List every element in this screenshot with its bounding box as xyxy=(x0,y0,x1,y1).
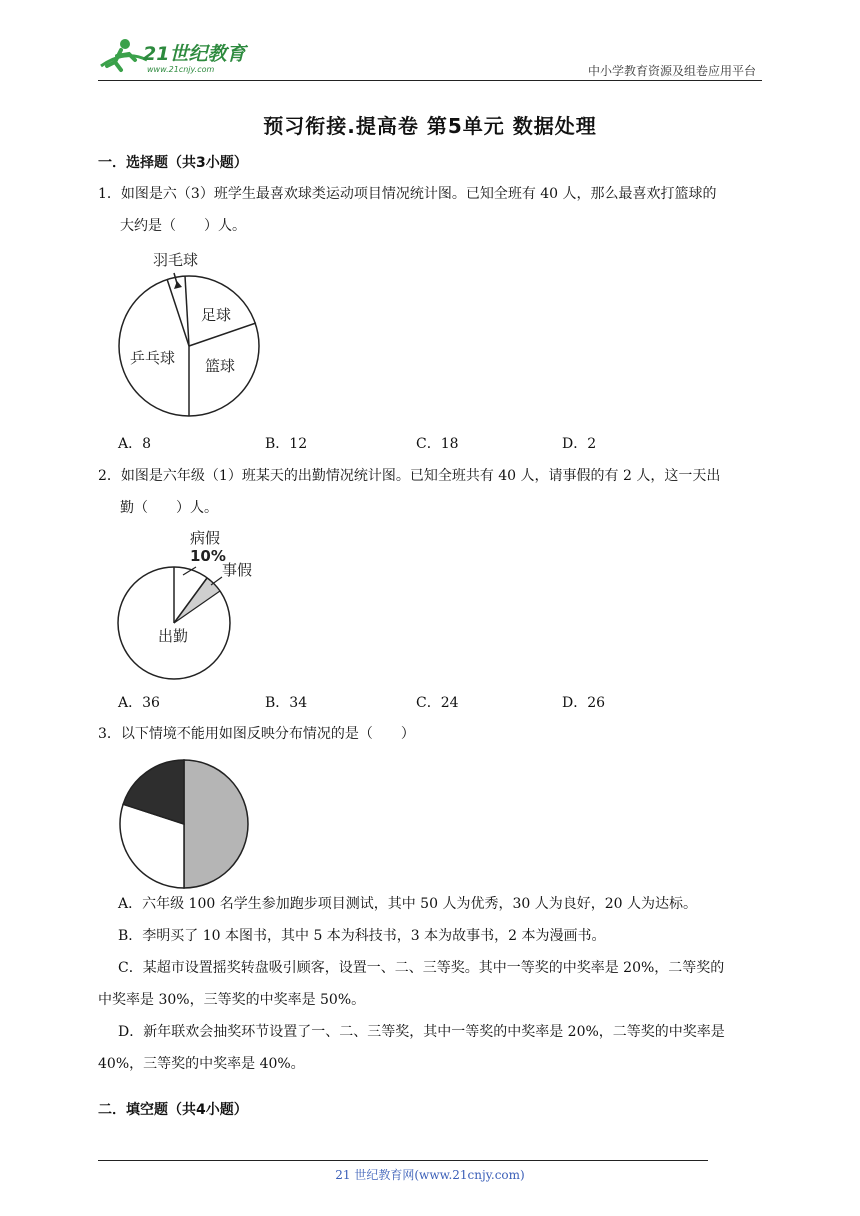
slice-label-attendance: 出勤 xyxy=(158,627,189,645)
site-logo xyxy=(95,36,260,78)
q2-option-b[interactable]: B．34 xyxy=(265,695,308,711)
slice-label-personal-leave: 事假 xyxy=(222,561,253,579)
logo-text: 21世纪教育 xyxy=(143,43,246,65)
footer-text: 21 世纪教育网(www.21cnjy.com) xyxy=(335,1168,525,1182)
q1-option-d[interactable]: D．2 xyxy=(562,436,597,452)
slice-label-badminton: 羽毛球 xyxy=(153,251,199,269)
question-2 xyxy=(98,460,762,524)
section-heading-fill: 二．填空题（共4小题） xyxy=(98,1102,248,1118)
question-1-line2: 大约是（ ）人。 xyxy=(120,218,246,234)
question-2-line2: 勤（ ）人。 xyxy=(120,500,218,516)
pie-chart-1 xyxy=(110,245,270,425)
logo-url: www.21cnjy.com xyxy=(147,65,215,74)
platform-label: 中小学教育资源及组卷应用平台 xyxy=(587,64,756,78)
slice-label-football: 足球 xyxy=(201,306,232,324)
pie-chart-2 xyxy=(110,525,270,685)
q3-option-c-line2: 中奖率是 30%，三等奖的中奖率是 50%。 xyxy=(98,992,366,1008)
q2-option-a[interactable]: A．36 xyxy=(118,695,160,711)
q1-option-c[interactable]: C．18 xyxy=(416,436,459,452)
question-1-line1: 1．如图是六（3）班学生最喜欢球类运动项目情况统计图。已知全班有 40 人，那么最喜欢打篮球的 xyxy=(98,186,717,202)
q3-option-d-line2: 40%，三等奖的中奖率是 40%。 xyxy=(98,1056,305,1072)
question-2-line1: 2．如图是六年级（1）班某天的出勤情况统计图。已知全班共有 40 人，请事假的有 2 人，这一天出 xyxy=(98,468,721,484)
q3-option-c-line1[interactable]: C．某超市设置摇奖转盘吸引顾客，设置一、二、三等奖。其中一等奖的中奖率是 20%，二等奖的 xyxy=(118,960,725,976)
question-3 xyxy=(98,718,762,750)
header-divider xyxy=(98,80,762,81)
q3-option-a[interactable]: A．六年级 100 名学生参加跑步项目测试，其中 50 人为优秀，30 人为良好，20 人为达标。 xyxy=(118,896,697,912)
q2-option-d[interactable]: D．26 xyxy=(562,695,606,711)
slice-value-sick-leave: 10% xyxy=(190,547,226,565)
pie-chart-3 xyxy=(110,748,260,893)
question-3-options xyxy=(98,888,762,1080)
slice-label-sick-leave: 病假 xyxy=(190,529,221,547)
slice-label-basketball: 篮球 xyxy=(205,357,236,375)
slice-50-percent xyxy=(184,760,248,888)
question-3-line1: 3．以下情境不能用如图反映分布情况的是（ ） xyxy=(98,726,415,742)
q1-option-a[interactable]: A．8 xyxy=(118,436,152,452)
q1-option-b[interactable]: B．12 xyxy=(265,436,308,452)
section-heading-choice: 一．选择题（共3小题） xyxy=(98,155,248,171)
q3-option-d-line1[interactable]: D．新年联欢会抽奖环节设置了一、二、三等奖，其中一等奖的中奖率是 20%，二等奖的中奖率是 xyxy=(118,1024,725,1040)
question-1 xyxy=(98,178,762,242)
page-title: 预习衔接.提高卷 第5单元 数据处理 xyxy=(263,114,597,138)
q3-option-b[interactable]: B．李明买了 10 本图书，其中 5 本为科技书，3 本为故事书，2 本为漫画书。 xyxy=(118,928,606,944)
slice-label-pingpong: 乒乓球 xyxy=(130,349,176,367)
q2-option-c[interactable]: C．24 xyxy=(416,695,459,711)
footer-divider xyxy=(98,1160,708,1161)
